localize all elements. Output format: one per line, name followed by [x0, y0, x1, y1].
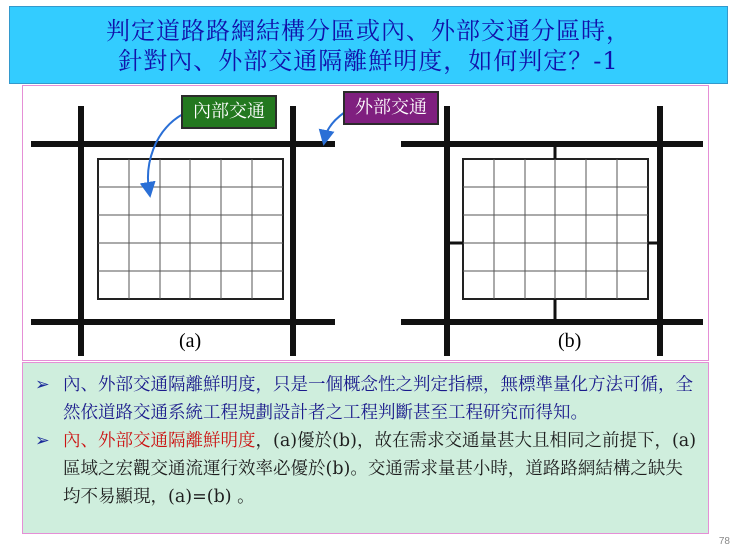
bullet-arrow-icon: ➢: [35, 431, 50, 451]
outer-traffic-tag: 外部交通: [343, 91, 439, 125]
title-banner: [9, 6, 728, 84]
network-b: [401, 106, 703, 356]
inner-traffic-arrow: [148, 114, 183, 190]
bullet-1-text: 內、外部交通隔離鮮明度，只是一個概念性之判定指標，無標準量化方法可循，全然依道路交通系統工程規劃設計者之工程判斷甚至工程研究而得知。: [63, 375, 693, 423]
bullet-2-highlight: 內、外部交通隔離鮮明度: [63, 431, 256, 451]
page-number: 78: [718, 536, 730, 547]
bullet-2-text: ，(a)優於(b)，故在需求交通量甚大且相同之前提下，(a)區域之宏觀交通流運行效率必優於(b)。交通需求量甚小時，道路路網結構之缺失均不易顯現，(a)=(b) 。: [63, 431, 697, 507]
network-a: [31, 106, 335, 356]
panel-label-a: (a): [179, 330, 202, 352]
title-line-1: 判定道路路網結構分區或內、外部交通分區時，: [106, 17, 631, 45]
inner-traffic-tag: 內部交通: [181, 95, 277, 129]
bullet-item-1: [35, 371, 698, 427]
road-network-diagram: [23, 86, 710, 362]
title-line-2: 針對內、外部交通隔離鮮明度，如何判定？-1: [118, 47, 619, 75]
outer-traffic-arrow: [325, 112, 345, 138]
diagram-panel: [22, 85, 709, 361]
explanation-panel: [22, 362, 709, 534]
bullet-item-2: [35, 427, 698, 511]
panel-label-b: (b): [558, 330, 582, 352]
bullet-arrow-icon: ➢: [35, 375, 50, 395]
